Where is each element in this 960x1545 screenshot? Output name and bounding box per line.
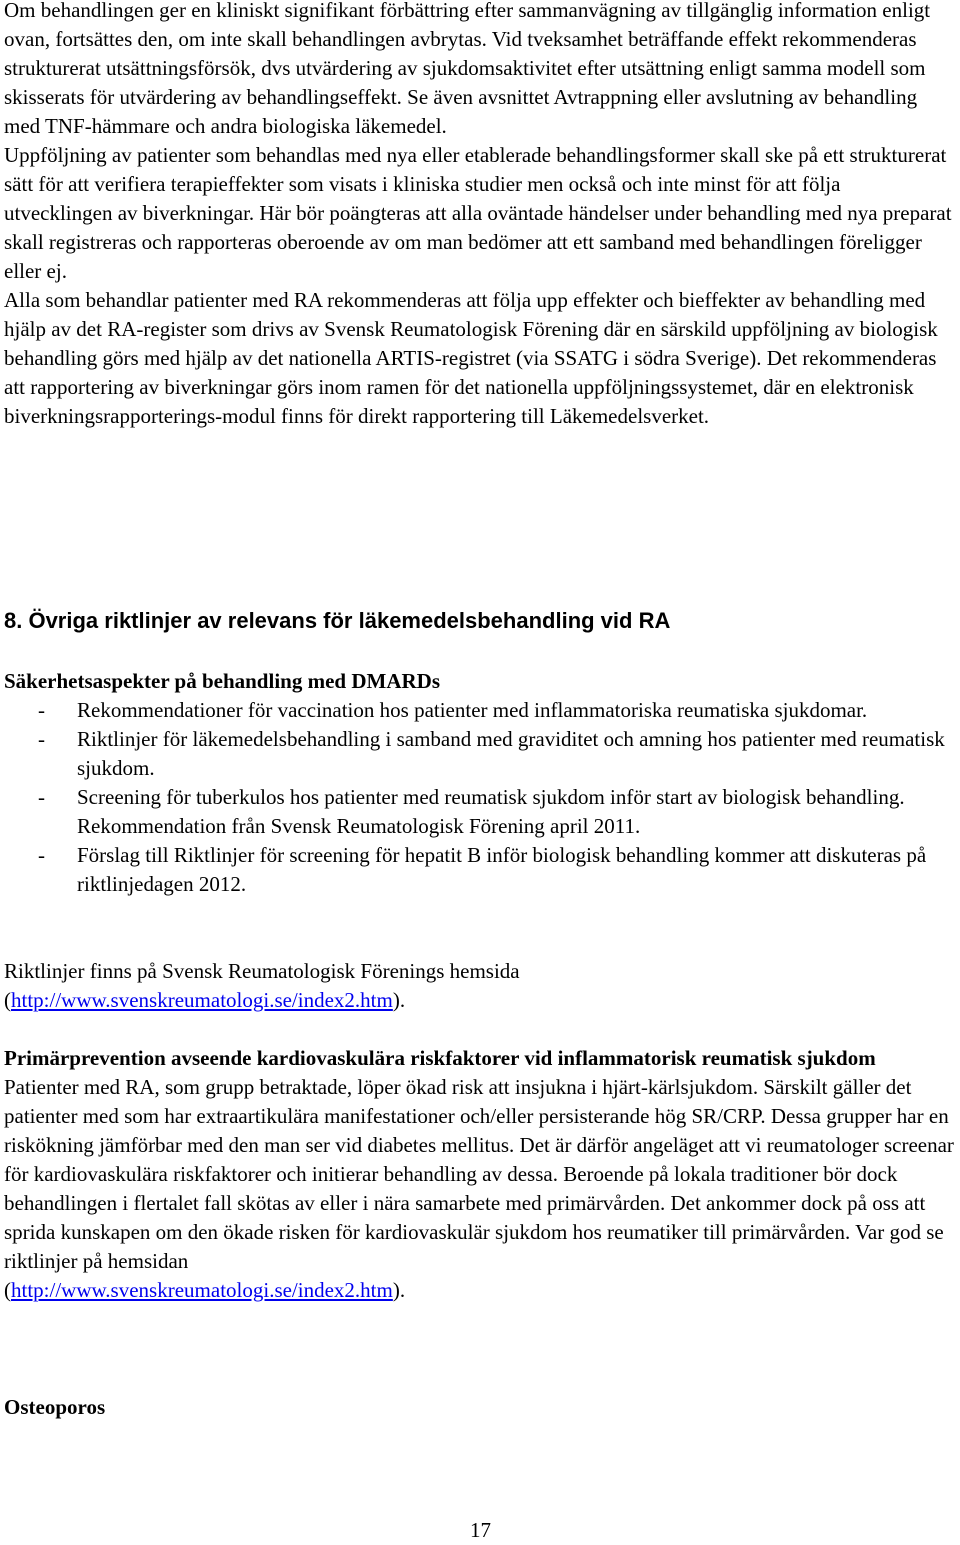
page-number: 17 bbox=[470, 1518, 491, 1542]
svenskreumatologi-link[interactable]: http://www.svenskreumatologi.se/index2.htm bbox=[11, 988, 393, 1012]
osteoporos-section bbox=[4, 1393, 954, 1422]
bullet-dash: - bbox=[38, 727, 45, 751]
bullet-dash: - bbox=[38, 698, 45, 722]
link-close-paren: ). bbox=[392, 1278, 406, 1302]
safety-heading: Säkerhetsaspekter på behandling med DMARDs bbox=[4, 669, 440, 693]
section-heading: 8. Övriga riktlinjer av relevans för läkemedelsbehandling vid RA bbox=[4, 608, 671, 633]
bullet-dash: - bbox=[38, 843, 45, 867]
list-item bbox=[4, 725, 954, 783]
safety-list bbox=[4, 696, 954, 899]
svenskreumatologi-link[interactable]: http://www.svenskreumatologi.se/index2.htm bbox=[11, 1278, 393, 1302]
guidelines-text: Riktlinjer finns på Svensk Reumatologisk Förenings hemsida bbox=[4, 959, 520, 983]
list-item bbox=[4, 696, 954, 725]
list-item-text: Rekommendationer för vaccination hos patienter med inflammatoriska reumatiska sjukdomar. bbox=[77, 698, 868, 722]
list-item-text: Screening för tuberkulos hos patienter med reumatisk sjukdom inför start av biologisk behandling. Rekommendation från Svensk Reumatologisk Förening april 2011. bbox=[77, 785, 905, 838]
link-open-paren: ( bbox=[4, 1278, 11, 1302]
prevention-text-block bbox=[4, 1073, 954, 1305]
prevention-section bbox=[4, 1044, 954, 1305]
link-open-paren: ( bbox=[4, 988, 11, 1012]
list-item bbox=[4, 841, 954, 899]
osteoporos-heading: Osteoporos bbox=[4, 1395, 106, 1419]
paragraph-treatment-evaluation: Om behandlingen ger en kliniskt signifikant förbättring efter sammanvägning av tillgänglig information enligt ovan, fortsättes den, om inte skall behandlingen avbrytas. Vid tveksamhet beträffande effekt rekommenderas strukturerat utsättningsförsök, dvs utvärdering av sjukdomsaktivitet efter utsättning enligt samma modell som skisserats för utvärdering av behandlingseffekt. Se även avsnittet Avtrappning eller avslutning av behandling med TNF-hämmare och andra biologiska läkemedel. bbox=[4, 0, 931, 138]
link-close-paren: ). bbox=[392, 988, 406, 1012]
prevention-heading: Primärprevention avseende kardiovaskulära riskfaktorer vid inflammatorisk reumatisk sjukdom bbox=[4, 1046, 876, 1070]
paragraph-ra-register: Alla som behandlar patienter med RA rekommenderas att följa upp effekter och bieffekter av behandling med hjälp av det RA-register som drivs av Svensk Reumatologisk Förening där en särskild uppföljning av biologisk behandling görs med hjälp av det nationella ARTIS-registret (via SSATG i södra Sverige). Det rekommenderas att rapportering av biverkningar görs inom ramen för det nationella uppföljningssystemet, där en elektronisk biverkningsrapporterings-modul finns för direkt rapportering till Läkemedelsverket. bbox=[4, 288, 938, 428]
guidelines-paragraph bbox=[4, 957, 954, 1015]
list-item bbox=[4, 783, 954, 841]
safety-section bbox=[4, 667, 954, 899]
intro-section bbox=[4, 0, 954, 431]
paragraph-follow-up: Uppföljning av patienter som behandlas med nya eller etablerade behandlingsformer skall ske på ett strukturerat sätt för att verifiera terapieffekter som visats i kliniska studier men också och inte minst för att följa utvecklingen av biverkningar. Här bör poängteras att alla oväntade händelser under behandling med nya preparat skall registreras och rapporteras oberoende av om man bedömer att ett samband med behandlingen föreligger eller ej. bbox=[4, 143, 952, 283]
list-item-text: Förslag till Riktlinjer för screening för hepatit B inför biologisk behandling kommer att diskuteras på riktlinjedagen 2012. bbox=[77, 843, 927, 896]
list-item-text: Riktlinjer för läkemedelsbehandling i samband med graviditet och amning hos patienter med reumatisk sjukdom. bbox=[77, 727, 945, 780]
prevention-text: Patienter med RA, som grupp betraktade, löper ökad risk att insjukna i hjärt-kärlsjukdom. Särskilt gäller det patienter med som har extraartikulära manifestationer och/eller persisterande hög SR/CRP. Dessa grupper har en riskökning jämförbar med den man ser vid diabetes mellitus. Det är därför angeläget att vi reumatologer screenar för kardiovaskulära riskfaktorer och initierar behandling av dessa. Beroende på lokala traditioner bör dock behandlingen i flertalet fall skötas av eller i nära samarbete med primärvården. Det ankommer dock på oss att sprida kunskapen om den ökade risken för kardiovaskulär sjukdom hos reumatiker till primärvården. Var god se riktlinjer på hemsidan bbox=[4, 1075, 954, 1273]
guidelines-text-block bbox=[4, 957, 954, 1015]
bullet-dash: - bbox=[38, 785, 45, 809]
